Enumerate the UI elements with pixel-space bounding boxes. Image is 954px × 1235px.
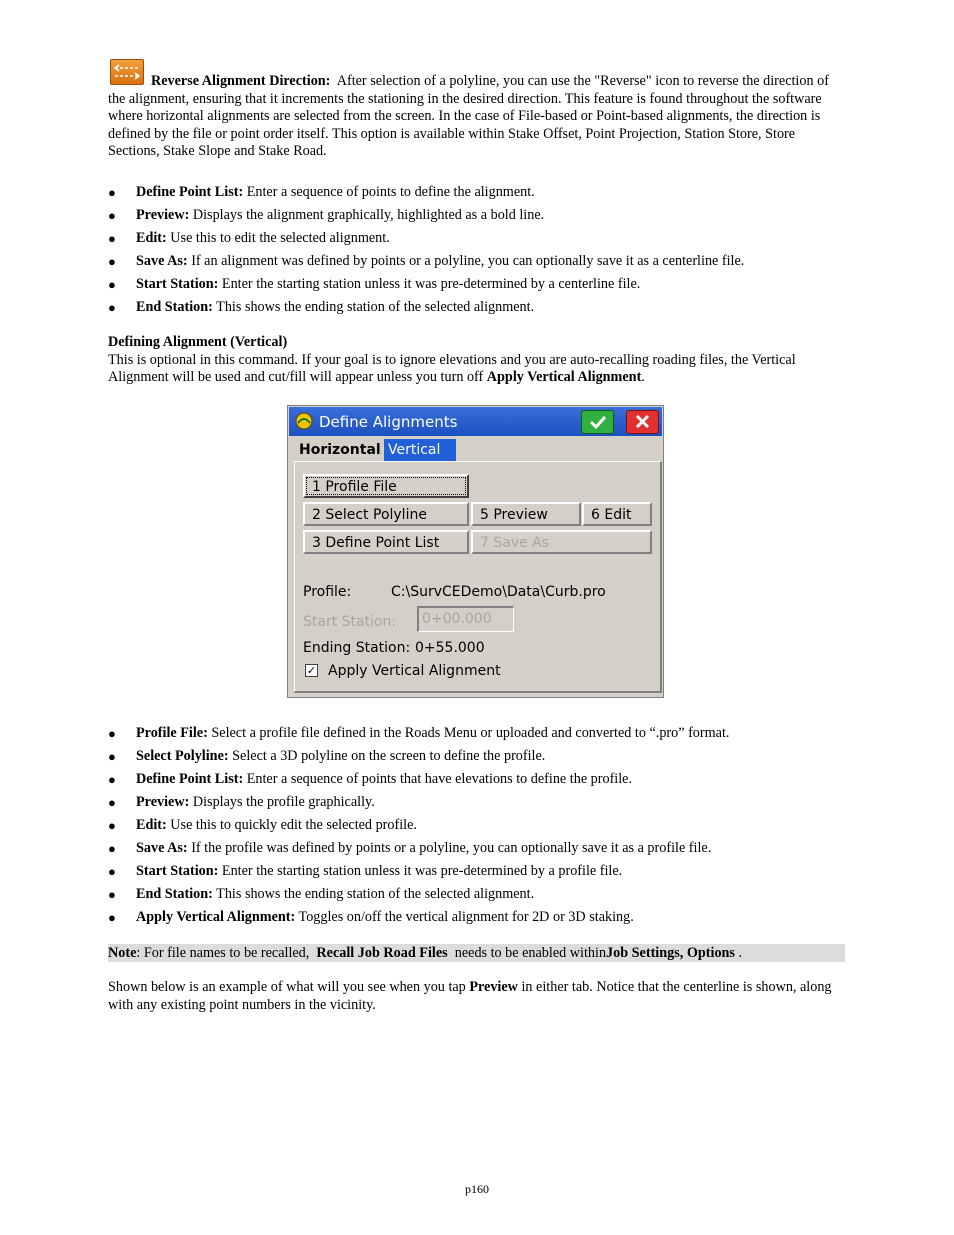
- ending-station-label: Ending Station:: [303, 640, 411, 656]
- ending-station-value: 0+55.000: [415, 640, 485, 656]
- dialog-title-bar: [289, 407, 662, 436]
- close-button[interactable]: [626, 410, 659, 434]
- define-point-list-button[interactable]: 3 Define Point List: [303, 530, 469, 554]
- list-item: ● Define Point List: Enter a sequence of points to define the alignment.: [108, 184, 535, 200]
- apply-vertical-checkbox[interactable]: ✓: [306, 664, 317, 677]
- app-logo-icon: [294, 411, 314, 431]
- intro-title: Reverse Alignment Direction:: [151, 73, 331, 89]
- list-item: ● Start Station: Enter the starting station unless it was pre-determined by a profile file.: [108, 863, 623, 879]
- closing-paragraph: Shown below is an example of what will you see when you tap Preview in either tab. Notice that the centerline is shown, along with any existing point numbers in the vicinity.: [108, 979, 832, 1013]
- list-item: ● Select Polyline: Select a 3D polyline on the screen to define the profile.: [108, 748, 546, 764]
- apply-vertical-label[interactable]: Apply Vertical Alignment: [328, 663, 501, 679]
- ok-button[interactable]: [581, 410, 614, 434]
- edit-button[interactable]: 6 Edit: [582, 502, 652, 526]
- list-item: ● Preview: Displays the alignment graphically, highlighted as a bold line.: [108, 207, 545, 223]
- start-station-label: Start Station:: [303, 614, 397, 630]
- list-item: ● Apply Vertical Alignment: Toggles on/off the vertical alignment for 2D or 3D staking.: [108, 909, 634, 925]
- tab-vertical[interactable]: Vertical: [384, 439, 456, 461]
- note-box: Note: For file names to be recalled, Recall Job Road Files needs to be enabled withinJob Settings, Options .: [108, 944, 845, 962]
- preview-button[interactable]: 5 Preview: [471, 502, 581, 526]
- vertical-section: [108, 334, 833, 387]
- profile-label: Profile:: [303, 584, 352, 600]
- tab-horizontal[interactable]: Horizontal: [299, 442, 381, 458]
- list-item: ● Define Point List: Enter a sequence of points that have elevations to define the profile.: [108, 771, 633, 787]
- intro-paragraph: [108, 73, 833, 161]
- section-heading: Defining Alignment (Vertical): [108, 334, 288, 350]
- page-number: p160: [465, 1182, 489, 1196]
- checkmark-icon: [582, 411, 613, 433]
- close-icon: [627, 411, 658, 433]
- vertical-paragraph: This is optional in this command. If your goal is to ignore elevations and you are auto-recalling roading files, the Vertical Alignment will be used and cut/fill will appear unless you turn off Apply Vertical Alignment.: [108, 351, 796, 386]
- list-item: ● Edit: Use this to quickly edit the selected profile.: [108, 817, 417, 833]
- list-item: ● Save As: If an alignment was defined by points or a polyline, you can optionally save it as a centerline file.: [108, 253, 745, 269]
- vertical-tab-panel: [294, 461, 662, 693]
- intro-text: After selection of a polyline, you can use the "Reverse" icon to reverse the direction of the alignment, ensuring that it increments the stationing in the desired direction. This feature is found throughout the software where horizontal alignments are selected from the screen. In the case of File-based or Point-based alignments, the direction is defined by the file or point order itself. This option is available within Stake Offset, Point Projection, Station Store, Store Sections, Stake Slope and Stake Road.: [108, 73, 829, 160]
- alignment-options-list: [108, 184, 833, 322]
- list-item: ● Start Station: Enter the starting station unless it was pre-determined by a centerline file.: [108, 276, 641, 292]
- profile-file-button[interactable]: 1 Profile File: [303, 474, 469, 498]
- define-alignments-dialog: [287, 405, 664, 698]
- list-item: ● Preview: Displays the profile graphically.: [108, 794, 375, 810]
- list-item: ● End Station: This shows the ending station of the selected alignment.: [108, 299, 535, 315]
- list-item: ● Edit: Use this to edit the selected alignment.: [108, 230, 390, 246]
- save-as-button[interactable]: 7 Save As: [471, 530, 652, 554]
- select-polyline-button[interactable]: 2 Select Polyline: [303, 502, 469, 526]
- list-item: ● Save As: If the profile was defined by points or a polyline, you can optionally save it as a profile file.: [108, 840, 712, 856]
- list-item: ● End Station: This shows the ending station of the selected alignment.: [108, 886, 535, 902]
- profile-value: C:\SurvCEDemo\Data\Curb.pro: [391, 584, 606, 600]
- list-item: ● Profile File: Select a profile file defined in the Roads Menu or uploaded and converted to “.pro” format.: [108, 725, 730, 741]
- dialog-title: Define Alignments: [319, 413, 458, 431]
- start-station-input[interactable]: 0+00.000: [417, 606, 514, 632]
- profile-options-list: [108, 725, 833, 932]
